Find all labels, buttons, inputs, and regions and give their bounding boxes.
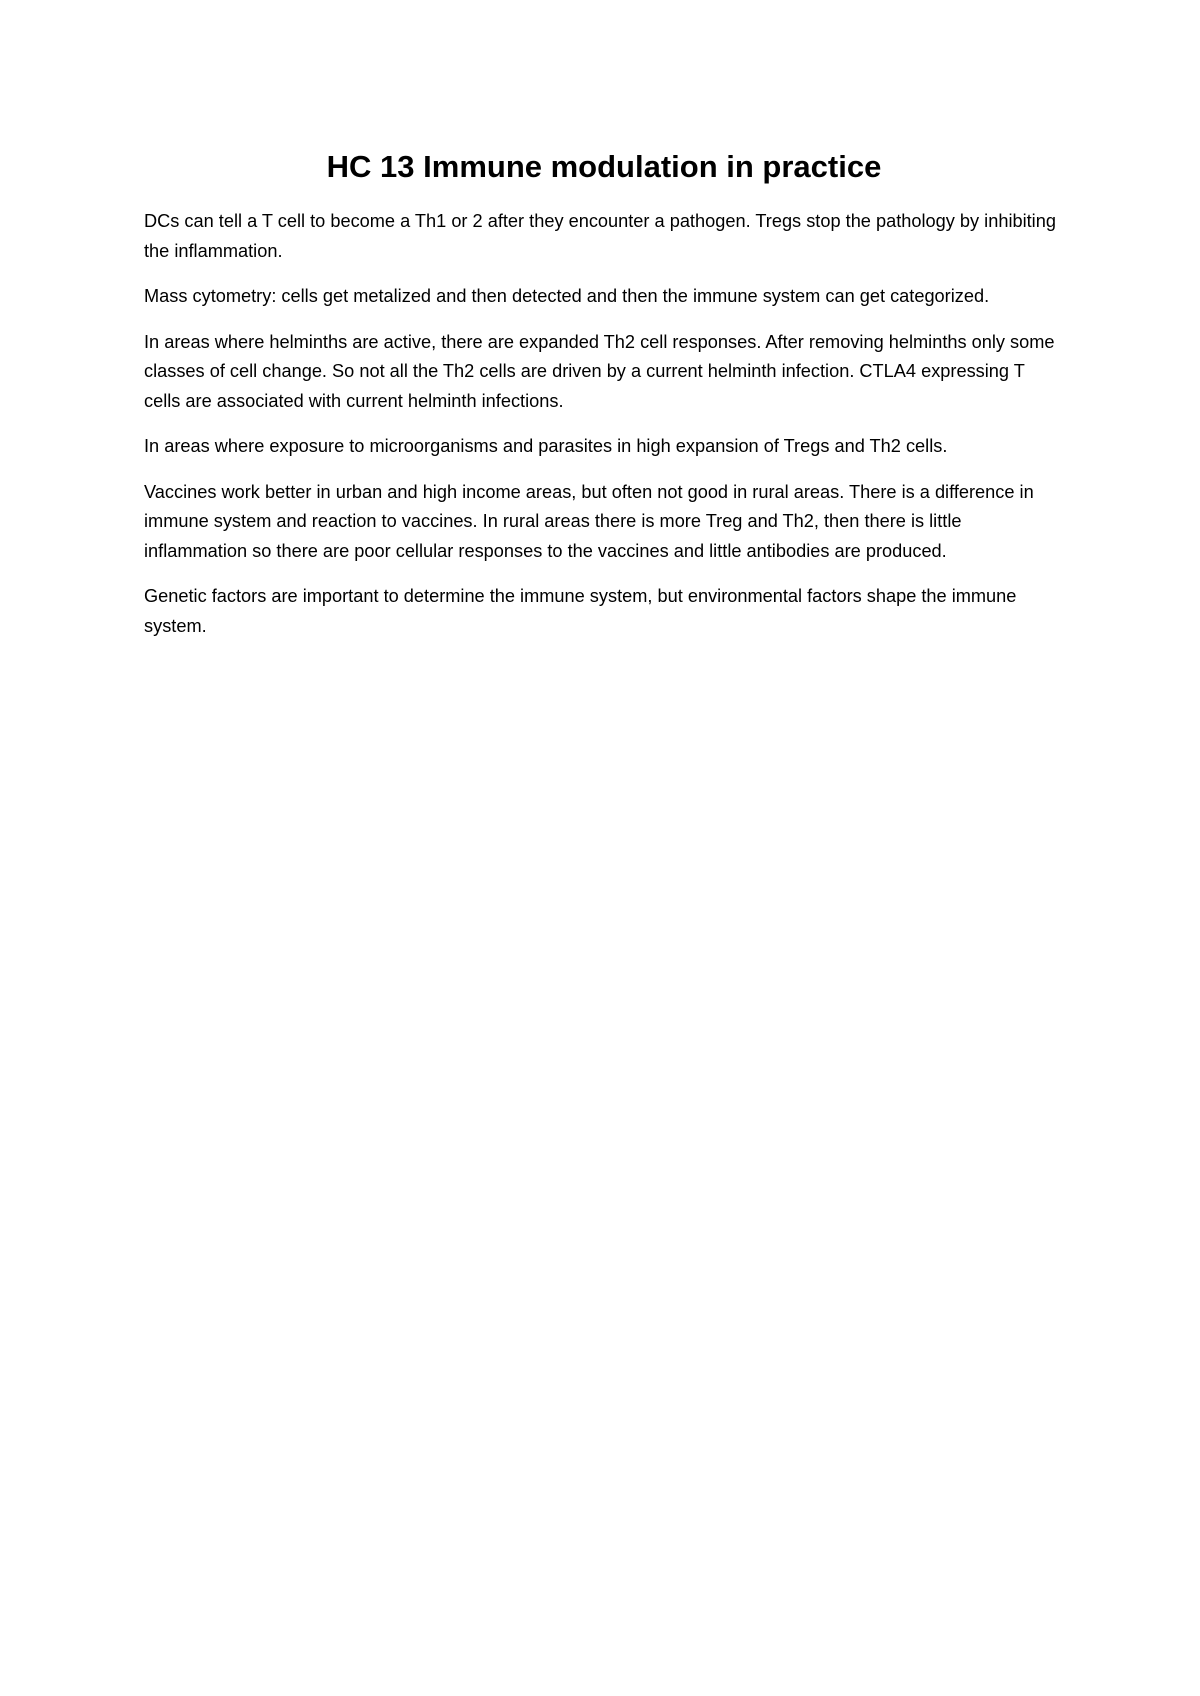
paragraph-vaccines: Vaccines work better in urban and high income areas, but often not good in rural areas. There is a difference in immune system and reaction to vaccines. In rural areas there is more Treg and Th2, then there is little inflammation so there are poor cellular responses to the vaccines and little antibodies are produced. bbox=[144, 481, 1034, 561]
paragraph-dcs-tregs: DCs can tell a T cell to become a Th1 or 2 after they encounter a pathogen. Tregs stop the pathology by inhibiting the inflammation. bbox=[144, 211, 1056, 261]
document-body bbox=[144, 145, 1064, 657]
paragraph-mass-cytometry: Mass cytometry: cells get metalized and then detected and then the immune system can get categorized. bbox=[144, 286, 990, 306]
paragraph-genetic-factors: Genetic factors are important to determine the immune system, but environmental factors shape the immune system. bbox=[144, 586, 1017, 636]
document-title: HC 13 Immune modulation in practice bbox=[326, 149, 882, 184]
paragraph-exposure: In areas where exposure to microorganisms and parasites in high expansion of Tregs and Th2 cells. bbox=[144, 436, 948, 456]
paragraph-helminths: In areas where helminths are active, there are expanded Th2 cell responses. After removing helminths only some classes of cell change. So not all the Th2 cells are driven by a current helminth infection. CTLA4 expressing T cells are associated with current helminth infections. bbox=[144, 331, 1055, 411]
